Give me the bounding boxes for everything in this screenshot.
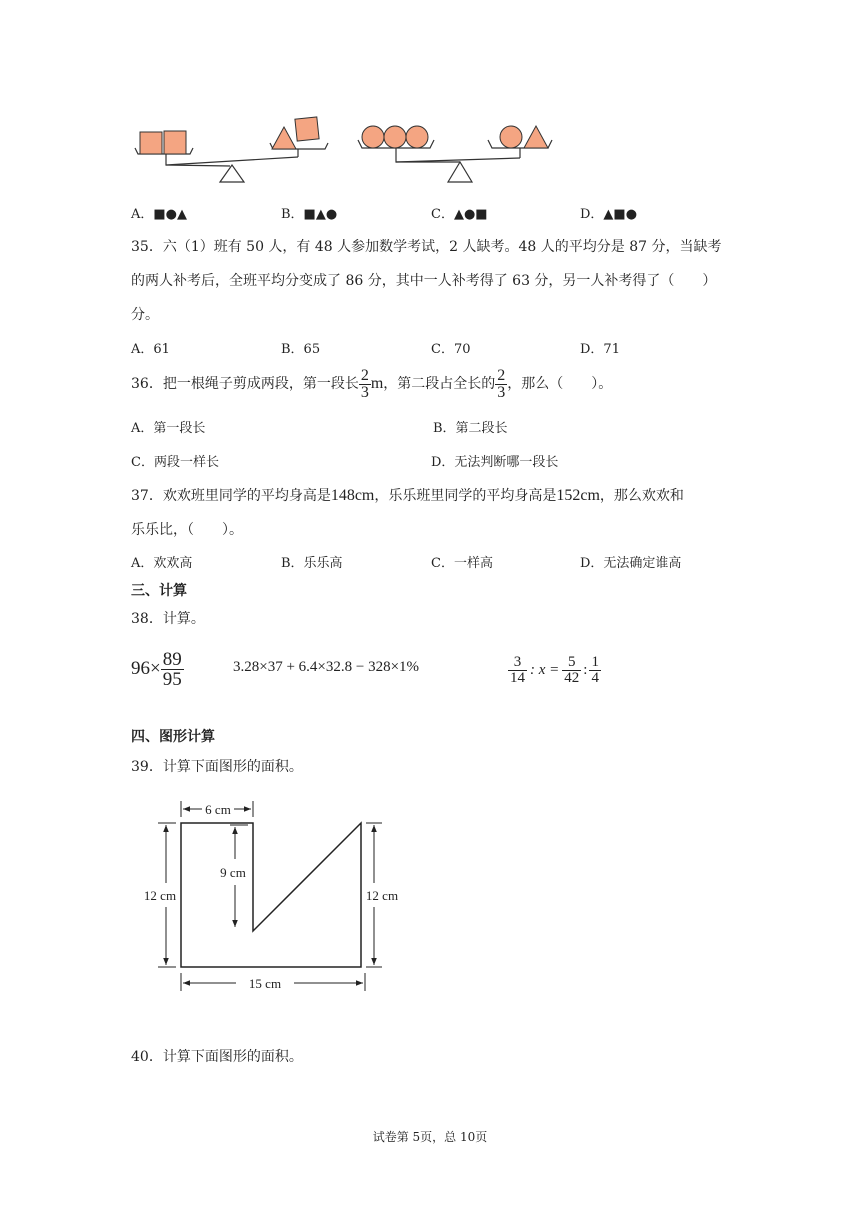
dim-label-inner: 9 cm <box>220 865 246 880</box>
q37-text-2: ，乐乐班里同学的平均身高是 <box>374 488 557 504</box>
expr-whole: 96× <box>131 658 161 679</box>
q36-option-c[interactable]: C．两段一样长 <box>131 455 219 470</box>
q38-expression-2: 3.28×37 + 6.4×32.8 − 328×1% <box>233 659 420 675</box>
q37-value-2: 152cm <box>556 487 600 504</box>
q35-option-b[interactable]: B．65 <box>281 342 321 357</box>
dim-label-right: 12 cm <box>365 888 399 903</box>
denominator: 3 <box>497 383 506 401</box>
expr-middle: : x = <box>530 661 560 678</box>
q36-text-1: 36．把一根绳子剪成两段，第一段长 <box>131 376 359 392</box>
numerator: 5 <box>568 653 576 670</box>
section-heading-shape-calculation: 四、图形计算 <box>131 729 215 745</box>
denominator: 3 <box>360 383 369 401</box>
q39-figure <box>130 795 420 1000</box>
q38-expression-3 <box>508 646 601 694</box>
numerator: 89 <box>162 648 182 670</box>
q35-option-c[interactable]: C．70 <box>431 342 471 357</box>
numerator: 1 <box>591 653 599 670</box>
numerator: 3 <box>513 653 522 670</box>
denominator: 4 <box>591 669 599 686</box>
q35-line-2: 的两人补考后，全班平均分变成了 86 分，其中一人补考得了 63 分，另一人补考得了（ ） <box>131 273 717 289</box>
q37-option-b[interactable]: B．乐乐高 <box>281 556 343 571</box>
q36-unit: m <box>370 375 384 392</box>
q36-fraction-2 <box>495 368 507 401</box>
expr-fraction <box>161 650 184 689</box>
square-shape <box>140 132 162 154</box>
numerator: 2 <box>360 366 369 384</box>
q35-line-1: 35．六（1）班有 50 人，有 48 人参加数学考试，2 人缺考。48 人的平均分是 87 分，当缺考 <box>131 239 722 255</box>
q34-option-d[interactable]: D．▲■● <box>580 207 638 222</box>
triangle-shape <box>524 126 548 148</box>
denominator: 95 <box>162 668 182 690</box>
expr-fraction <box>508 655 527 686</box>
q37-text-3: ，那么欢欢和 <box>599 488 684 504</box>
q37-option-d[interactable]: D．无法确定谁高 <box>580 556 682 571</box>
q40-title: 40．计算下面图形的面积。 <box>131 1049 303 1065</box>
q36-option-b[interactable]: B．第二段长 <box>433 421 508 436</box>
square-shape <box>295 117 319 141</box>
composite-shape <box>181 823 361 967</box>
triangle-shape <box>272 127 296 149</box>
denominator: 14 <box>510 669 525 686</box>
q37-text-1: 37．欢欢班里同学的平均身高是 <box>131 488 331 504</box>
denominator: 42 <box>564 669 580 686</box>
q35-option-a[interactable]: A．61 <box>131 342 170 357</box>
balance-scale-right <box>358 140 552 182</box>
q36-fraction-1 <box>359 368 371 401</box>
q36-text-3: ，那么（ ）。 <box>507 376 613 392</box>
q37-line-1 <box>131 485 684 505</box>
q35-line-3: 分。 <box>131 307 159 323</box>
balance-scales-figure <box>130 110 560 190</box>
q39-title: 39．计算下面图形的面积。 <box>131 759 303 775</box>
square-shape <box>164 131 186 154</box>
q37-line-2: 乐乐比，（ ）。 <box>131 522 243 538</box>
section-heading-calculation: 三、计算 <box>131 583 187 599</box>
expr-fraction <box>589 655 601 686</box>
q38-title: 38．计算。 <box>131 611 205 627</box>
q34-option-a[interactable]: A．■●▲ <box>131 207 188 222</box>
q34-option-b[interactable]: B．■▲● <box>281 207 338 222</box>
dim-label-left: 12 cm <box>143 888 177 903</box>
circle-shape <box>500 126 522 148</box>
q36-text-2: ，第二段占全长的 <box>383 376 496 392</box>
expr-fraction <box>562 655 581 686</box>
q38-expression-1 <box>131 645 184 693</box>
q36-option-a[interactable]: A．第一段长 <box>131 421 206 436</box>
q36-stem <box>131 364 612 404</box>
expr-colon: : <box>583 661 588 678</box>
q34-option-c[interactable]: C．▲●■ <box>431 207 488 222</box>
numerator: 2 <box>497 366 506 384</box>
dim-label-top: 6 cm <box>205 802 231 817</box>
q37-value-1: 148cm <box>330 487 375 504</box>
circle-shape <box>362 126 384 148</box>
page-footer: 试卷第 5页，总 10页 <box>372 1130 488 1144</box>
q35-option-d[interactable]: D．71 <box>580 342 620 357</box>
dim-label-bottom: 15 cm <box>248 976 282 991</box>
q37-option-a[interactable]: A．欢欢高 <box>131 556 193 571</box>
q37-option-c[interactable]: C．一样高 <box>431 556 493 571</box>
circle-shape <box>384 126 406 148</box>
circle-shape <box>406 126 428 148</box>
q36-option-d[interactable]: D．无法判断哪一段长 <box>431 455 559 470</box>
